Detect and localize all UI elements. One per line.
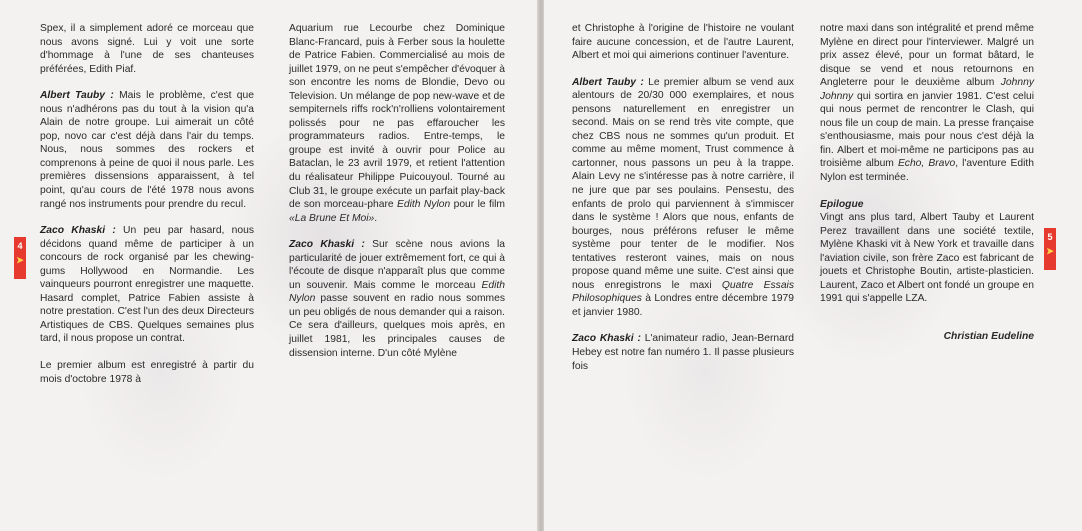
paragraph: [572, 76, 794, 320]
paragraph-text: passe souvent en radio nous sommes un peu obligés de nous demander qui a raison. Ce sera d'ailleurs, quelques mois après, en juillet 1981, les principales causes de dissension interne. D'un côté Mylène: [289, 293, 505, 359]
speaker-name: Albert Tauby :: [40, 90, 114, 102]
paragraph-text: pour le film: [450, 199, 505, 211]
right-page: [544, 0, 1082, 531]
arrow-right-icon: ➤: [16, 255, 24, 265]
column-2: [289, 22, 505, 373]
paragraph-text: Le premier album est enregistré à partir du mois d'octobre 1978 à: [40, 360, 254, 385]
paragraph-text: qui sortira en janvier 1981. C'est celui qui nous permet de rencontrer le Clash, qui nous file un coup de main. La presse française s'enthousiasme, mais pour nous c'est déjà la fin. Albert et moi-même ne participons pas au troisième album: [820, 90, 1034, 170]
page-number-tab: [1044, 228, 1056, 270]
paragraph-text: Sur scène nous avions la particularité de jouer extrêmement fort, ce qui à l'écoute de disque n'apparaît plus que comme un souvenir. Mais comme le morceau: [289, 239, 505, 291]
paragraph: [40, 359, 254, 386]
paragraph-text: Un peu par hasard, nous décidons quand même de participer à un concours de rock organisé par les chewing-gums Hollywood en Normandie. Les vainqueurs pourront enregistrer une maquette. Hasard complet, Patrice Fabien assiste à notre prestation. C'est l'un des deux Directeurs Artistiques de CBS. Quelques semaines plus tard, il nous propose un contrat.: [40, 225, 254, 345]
paragraph-text: Mais le problème, c'est que nous n'adhérons pas du tout à la vision qu'a Alain de notre groupe. Lui aimerait un côté pop, novo car c'est déjà dans l'air du temps. Nous, nous sommes des rockers et comprenons à peine de quoi il nous parle. Les premières dissensions apparaissent, à tel point, qu'au cours de l'été 1978 nous avons rangé nos instruments pour prendre du recul.: [40, 90, 254, 210]
paragraph-text: notre maxi dans son intégralité et prend même Mylène en direct pour l'interviewer. Malgré un prix assez élevé, pour un format bâtard, le disque se vend et nous retournons en Angleterre pour le deuxième album: [820, 23, 1034, 89]
paragraph-text: Aquarium rue Lecourbe chez Dominique Blanc-Francard, puis à Ferber sous la houlette de Patrice Fabien. Commercialisé au mois de juillet 1979, on ne peut s'empêcher d'évoquer à son encontre les noms de Blondie, Devo ou Television. Un mélange de pop new-wave et de sempiternels riffs rock'n'rolliens volontairement polissés pour ne pas effaroucher les programmateurs radios. Entre-temps, le groupe est invité à ouvrir pour Police au Bataclan, le 23 avril 1979, et retient l'attention du réalisateur Philippe Puicouyoul. Tourné au Club 31, le groupe exécute un parfait play-back de son morceau-phare: [289, 23, 505, 211]
paragraph: [40, 224, 254, 346]
paragraph-text: .: [374, 212, 378, 224]
speaker-name: Zaco Khaski :: [572, 333, 641, 345]
speaker-name: Albert Tauby :: [572, 76, 644, 88]
paragraph-text: L'animateur radio, Jean-Bernard Hebey est notre fan numéro 1. Il passe plusieurs fois: [572, 333, 794, 372]
paragraph-text: Vingt ans plus tard, Albert Tauby et Laurent Perez travaillent dans une société textile, Mylène Khaski vit à New York et travaille dans l'aviation civile, son frère Zaco est fabricant de jouets et Christophe Boutin, artiste-plasticien. Laurent, Zaco et Albert ont fondé un groupe en 1991 qui s'appelle LZA.: [820, 212, 1034, 305]
author-signature: Christian Eudeline: [943, 330, 1034, 342]
album-title: Johnny Johnny: [820, 77, 1034, 102]
paragraph: [289, 238, 505, 360]
paragraph: [820, 22, 1034, 185]
paragraph: [289, 22, 505, 225]
section-heading: Epilogue: [820, 198, 864, 210]
page-number: 4: [17, 241, 23, 251]
column-1: [40, 22, 254, 399]
paragraph: [572, 332, 794, 373]
page-number: 5: [1047, 232, 1053, 242]
paragraph: [40, 22, 254, 76]
film-title: «La Brune Et Moi»: [289, 212, 375, 224]
paragraph-text: et Christophe à l'origine de l'histoire ne voulant faire aucune concession, et de l'autre Laurent, Albert et moi qui aimerions continuer l'aventure.: [572, 23, 794, 62]
paragraph: [40, 89, 254, 211]
page-number-tab: [14, 237, 26, 279]
paragraph-text: Le premier album se vend aux alentours de 20/30 000 exemplaires, et nous pensons naturellement en enregistrer un second. Mais on se rend très vite compte, que chez CBS nous ne sommes qu'un produit. Et comme au même moment, Trust commence à cartonner, nous passons un peu à la trappe. Alain Levy ne s'intéresse pas à notre carrière, il ne jure que par ses poulains. Pensestu, des enfants de prolo qui parviennent à s'immiscer dans le système ! Alors que nous, enfants de bourges, nous préférons refuser le même système pour tenter de le modifier. Nos tentatives resteront vaines, mais on nous propose quand même une suite. C'est ainsi que nous enregistrons le maxi: [572, 76, 795, 291]
speaker-name: Zaco Khaski :: [289, 239, 365, 251]
paragraph-text: à Londres entre décembre 1979 et janvier 1980.: [572, 293, 794, 318]
paragraph-text: , l'aventure Edith Nylon est terminée.: [820, 158, 1034, 184]
paragraph-text: Spex, il a simplement adoré ce morceau que nous avons signé. Lui y voit une sorte d'hommage à l'une de ses chanteuses préférées, Edith Piaf.: [40, 23, 254, 75]
speaker-name: Zaco Khaski :: [40, 225, 116, 237]
song-title: Edith Nylon: [397, 199, 451, 211]
arrow-right-icon: ➤: [1046, 246, 1054, 256]
column-3: [572, 22, 794, 386]
left-page: [0, 0, 538, 531]
song-title: Edith Nylon: [289, 279, 505, 305]
paragraph: [820, 198, 1034, 306]
paragraph: [572, 22, 794, 63]
column-4: [820, 22, 1034, 356]
album-title: Quatre Essais Philosophiques: [572, 279, 794, 305]
album-title: Echo, Bravo: [897, 158, 956, 170]
